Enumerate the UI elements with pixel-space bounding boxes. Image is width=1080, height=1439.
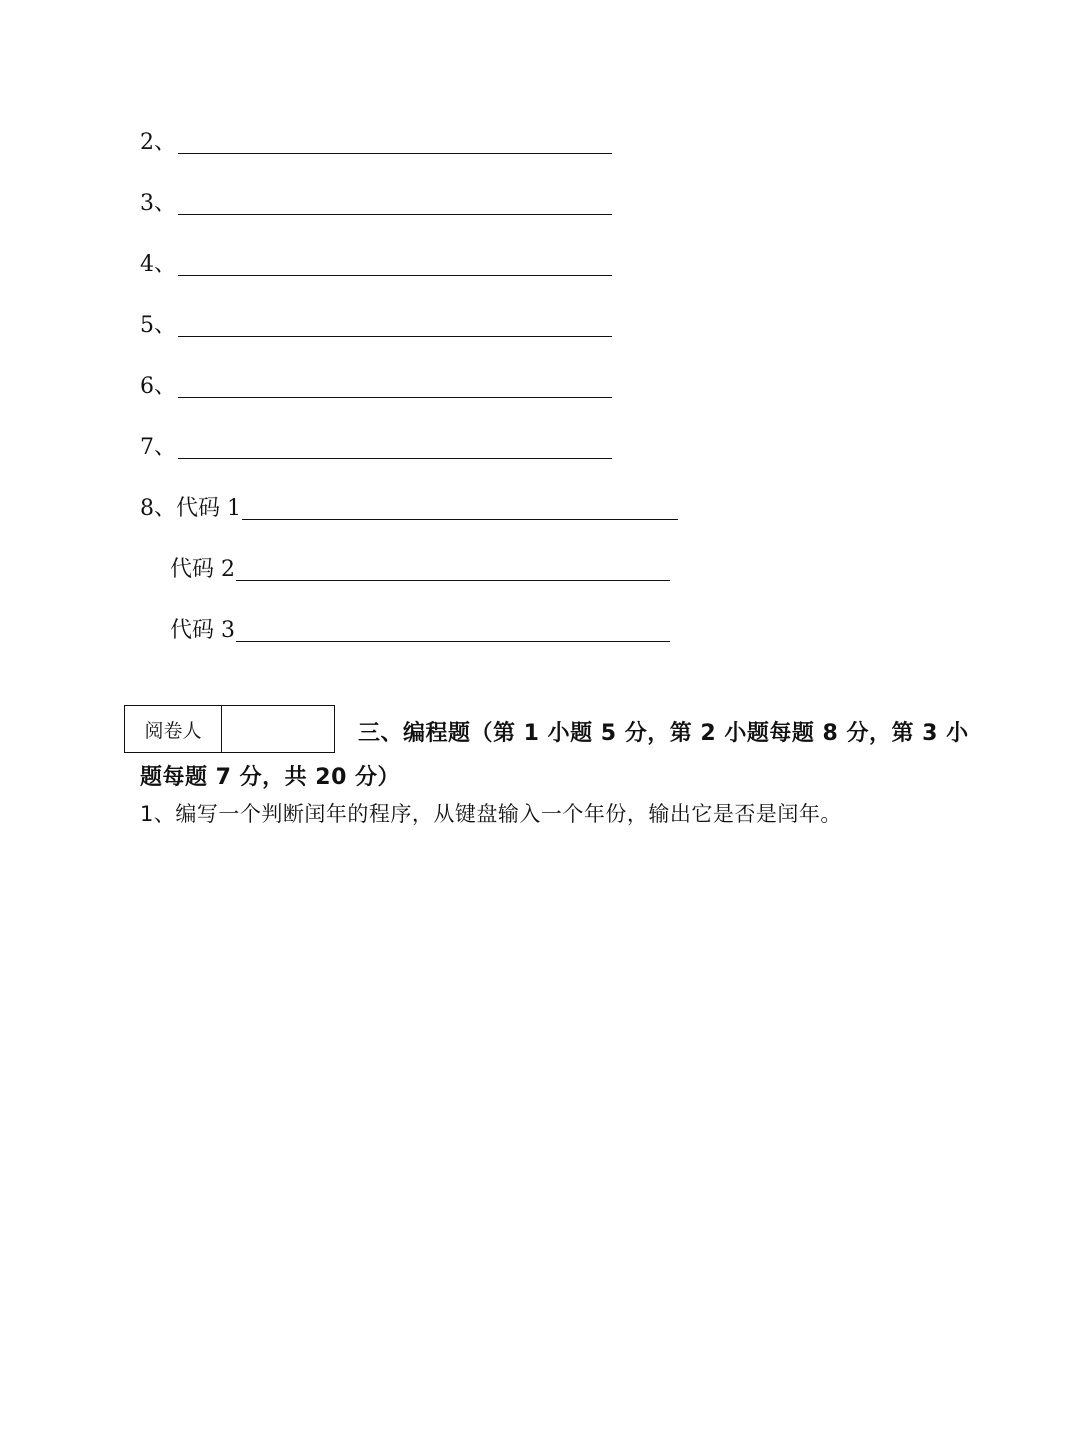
answer-blank-line[interactable] — [236, 556, 670, 581]
answer-blank-line[interactable] — [178, 251, 612, 276]
section-title-line-1: 三、编程题（第 1 小题 5 分，第 2 小题每题 8 分，第 3 小 — [358, 721, 969, 746]
grader-score-cell[interactable] — [222, 706, 334, 752]
blank-item-6 — [140, 368, 612, 400]
blank-label: 2、 — [140, 130, 176, 155]
blank-label: 8、代码 1 — [140, 496, 241, 521]
blank-label: 代码 2 — [170, 557, 235, 582]
blank-item-8-code-3 — [170, 612, 670, 644]
question-1: 1、编写一个判断闰年的程序，从键盘输入一个年份，输出它是否是闰年。 — [140, 802, 842, 826]
blank-label: 4、 — [140, 252, 176, 277]
blank-label: 3、 — [140, 191, 176, 216]
blank-item-3 — [140, 185, 612, 217]
answer-blank-line[interactable] — [178, 373, 612, 398]
blank-item-7 — [140, 429, 612, 461]
blank-label: 代码 3 — [170, 618, 235, 643]
blank-item-5 — [140, 307, 612, 339]
answer-blank-line[interactable] — [178, 190, 612, 215]
blank-item-8-code-1 — [140, 490, 678, 522]
grader-box — [124, 705, 335, 753]
blank-item-2 — [140, 124, 612, 156]
blank-item-4 — [140, 246, 612, 278]
blank-label: 7、 — [140, 435, 176, 460]
grader-label: 阅卷人 — [125, 706, 222, 752]
blank-label: 6、 — [140, 374, 176, 399]
section-title-line-2: 题每题 7 分，共 20 分） — [140, 765, 401, 790]
answer-blank-line[interactable] — [242, 495, 678, 520]
answer-blank-line[interactable] — [236, 617, 670, 642]
answer-blank-line[interactable] — [178, 129, 612, 154]
answer-blank-line[interactable] — [178, 434, 612, 459]
blank-item-8-code-2 — [170, 551, 670, 583]
blank-label: 5、 — [140, 313, 176, 338]
answer-blank-line[interactable] — [178, 312, 612, 337]
